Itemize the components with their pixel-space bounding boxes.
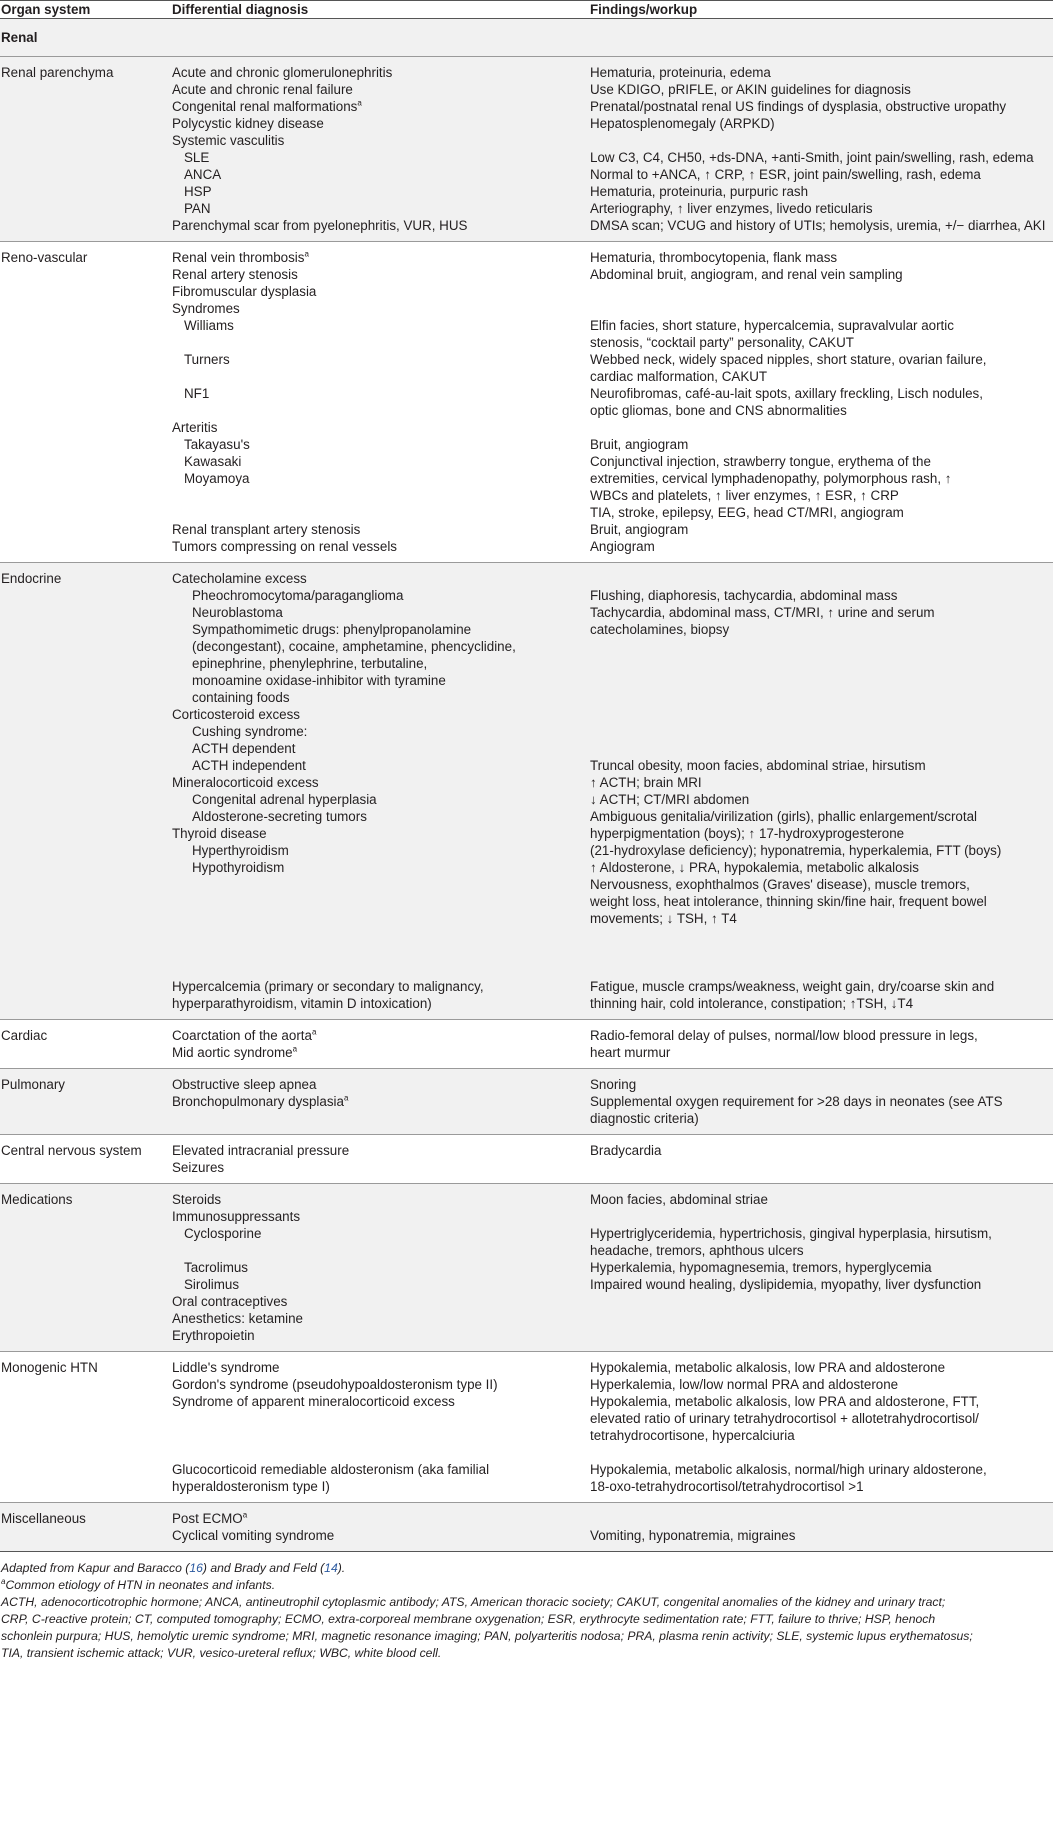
diagnosis-line (172, 927, 590, 944)
diagnosis-line: Bronchopulmonary dysplasia$^a$ (172, 1093, 349, 1109)
findings-workup-cell (590, 1503, 1053, 1552)
diagnosis-line (172, 504, 590, 521)
diagnosis-line: Neuroblastoma (192, 605, 283, 620)
findings-workup-cell (590, 57, 1053, 242)
finding-line: stenosis, “cocktail party” personality, CAKUT (590, 335, 854, 350)
differential-diagnosis-cell (172, 1184, 590, 1352)
diagnosis-line (172, 944, 590, 961)
diagnosis-line: Polycystic kidney disease (172, 116, 324, 131)
finding-line (590, 655, 1053, 672)
diagnosis-line: Sympathomimetic drugs: phenylpropanolamine (192, 622, 472, 637)
footnote-marker: a (343, 1093, 349, 1103)
diagnosis-line: containing foods (192, 690, 290, 705)
findings-workup-cell (590, 1135, 1053, 1184)
diagnosis-line: Tacrolimus (184, 1260, 248, 1275)
section-cardiac (0, 1020, 1053, 1069)
finding-line: Snoring (590, 1077, 637, 1092)
finding-line: Flushing, diaphoresis, tachycardia, abdominal mass (590, 588, 898, 603)
differential-diagnosis-cell (172, 242, 590, 563)
diagnosis-line: Moyamoya (184, 471, 250, 486)
section-monogenic-htn (0, 1352, 1053, 1503)
findings-workup-cell (590, 563, 1053, 1020)
finding-line (590, 706, 1053, 723)
diagnosis-line: Acute and chronic glomerulonephritis (172, 65, 393, 80)
finding-line: Hematuria, proteinuria, purpuric rash (590, 184, 809, 199)
finding-line: Neurofibromas, café-au-lait spots, axillary freckling, Lisch nodules, (590, 386, 983, 401)
findings-workup-cell (590, 1069, 1053, 1135)
finding-line (590, 1159, 1053, 1176)
diagnosis-line: Congenital renal malformations$^a$ (172, 98, 362, 114)
finding-line (590, 132, 1053, 149)
table-row (0, 242, 1053, 563)
section-cns (0, 1135, 1053, 1184)
diagnosis-line (172, 1444, 590, 1461)
differential-diagnosis-cell (172, 1135, 590, 1184)
diagnosis-line: Oral contraceptives (172, 1294, 288, 1309)
diagnosis-line: Anesthetics: ketamine (172, 1311, 303, 1326)
diagnosis-line: Pheochromocytoma/paraganglioma (192, 588, 404, 603)
diagnosis-line: Fibromuscular dysplasia (172, 284, 317, 299)
diagnosis-line: Kawasaki (184, 454, 242, 469)
renal-label: Renal (0, 19, 1053, 57)
finding-line: ↓ ACTH; CT/MRI abdomen (590, 792, 750, 807)
finding-line: Bruit, angiogram (590, 522, 689, 537)
finding-line: Fatigue, muscle cramps/weakness, weight gain, dry/coarse skin and (590, 979, 995, 994)
diagnosis-line: Acute and chronic renal failure (172, 82, 353, 97)
diagnosis-line: Erythropoietin (172, 1328, 255, 1343)
findings-workup-cell (590, 1184, 1053, 1352)
table-row (0, 1020, 1053, 1069)
diagnosis-line: Liddle's syndrome (172, 1360, 280, 1375)
section-medications (0, 1184, 1053, 1352)
organ-system-cell (0, 242, 172, 563)
finding-line: Conjunctival injection, strawberry tongue, erythema of the (590, 454, 931, 469)
diagnosis-line (172, 334, 590, 351)
section-miscellaneous (0, 1503, 1053, 1552)
diagnosis-line: Thyroid disease (172, 826, 267, 841)
organ-system-cell (0, 1135, 172, 1184)
finding-line: DMSA scan; VCUG and history of UTIs; hemolysis, uremia, +/− diarrhea, AKI (590, 218, 1046, 233)
diagnosis-line: Arteritis (172, 420, 218, 435)
footnote-marker: a (304, 249, 309, 259)
organ-system-label: Cardiac (1, 1028, 48, 1043)
finding-line: WBCs and platelets, ↑ liver enzymes, ↑ ESR, ↑ CRP (590, 488, 899, 503)
finding-line: Radio-femoral delay of pulses, normal/low blood pressure in legs, (590, 1028, 978, 1043)
footnote-adapted: Adapted from Kapur and Baracco (16) and Brady and Feld (14). (1, 1561, 346, 1575)
finding-line: thinning hair, cold intolerance, constipation; ↑TSH, ↓T4 (590, 996, 914, 1011)
diagnosis-line: Syndrome of apparent mineralocorticoid excess (172, 1394, 455, 1409)
footnote-a: $^a$Common etiology of HTN in neonates and infants. (1, 1576, 276, 1592)
organ-system-label: Pulmonary (1, 1077, 66, 1092)
diagnosis-line: Parenchymal scar from pyelonephritis, VUR, HUS (172, 218, 468, 233)
diagnosis-line (172, 961, 590, 978)
diagnosis-line: Seizures (172, 1160, 225, 1175)
diagnosis-line: ACTH dependent (192, 741, 296, 756)
diagnosis-line: ACTH independent (192, 758, 306, 773)
footnote-marker: a (242, 1510, 248, 1520)
diagnosis-line: Aldosterone-secreting tumors (192, 809, 367, 824)
finding-line (590, 419, 1053, 436)
finding-line: Impaired wound healing, dyslipidemia, myopathy, liver dysfunction (590, 1277, 982, 1292)
finding-line (590, 723, 1053, 740)
finding-line: TIA, stroke, epilepsy, EEG, head CT/MRI, angiogram (590, 505, 904, 520)
table-row (0, 563, 1053, 1020)
diagnosis-line: Systemic vasculitis (172, 133, 285, 148)
organ-system-cell (0, 1503, 172, 1552)
diagnosis-line: Hyperthyroidism (192, 843, 289, 858)
organ-system-label: Medications (1, 1192, 73, 1207)
diagnosis-line (172, 876, 590, 893)
finding-line: heart murmur (590, 1045, 671, 1060)
finding-line: Vomiting, hyponatremia, migraines (590, 1528, 796, 1543)
header-organ-system: Organ system (0, 1, 172, 19)
diagnosis-line: Cyclical vomiting syndrome (172, 1528, 335, 1543)
table-row (0, 1069, 1053, 1135)
finding-line (590, 1444, 1053, 1461)
differential-diagnosis-cell (172, 1503, 590, 1552)
finding-line (590, 672, 1053, 689)
diagnosis-line: Sirolimus (184, 1277, 240, 1292)
diagnosis-line: ANCA (184, 167, 222, 182)
table-header (0, 1, 1053, 19)
finding-line: Hypokalemia, metabolic alkalosis, low PRA and aldosterone, FTT, (590, 1394, 980, 1409)
organ-system-label: Miscellaneous (1, 1511, 86, 1526)
diagnosis-line: Gordon's syndrome (pseudohypoaldosteronism type II) (172, 1377, 498, 1392)
finding-line: elevated ratio of urinary tetrahydrocortisol + allotetrahydrocortisol/ (590, 1411, 979, 1426)
diagnosis-line: Turners (184, 352, 230, 367)
diagnosis-line: Immunosuppressants (172, 1209, 301, 1224)
finding-line: Hypokalemia, metabolic alkalosis, low PRA and aldosterone (590, 1360, 946, 1375)
finding-line: movements; ↓ TSH, ↑ T4 (590, 911, 737, 926)
finding-line: optic gliomas, bone and CNS abnormalities (590, 403, 847, 418)
finding-line: Angiogram (590, 539, 655, 554)
table-row (0, 1184, 1053, 1352)
diagnosis-line: hyperaldosteronism type I) (172, 1479, 330, 1494)
finding-line (590, 927, 1053, 944)
table-footnotes (0, 1552, 1053, 1662)
diagnosis-line: Hypothyroidism (192, 860, 285, 875)
table-row (0, 1352, 1053, 1503)
finding-line: Supplemental oxygen requirement for >28 days in neonates (see ATS (590, 1094, 1003, 1109)
differential-diagnosis-cell (172, 57, 590, 242)
diagnosis-line (172, 910, 590, 927)
findings-workup-cell (590, 1020, 1053, 1069)
finding-line: Hypertriglyceridemia, hypertrichosis, gingival hyperplasia, hirsutism, (590, 1226, 992, 1241)
finding-line: Hematuria, thrombocytopenia, flank mass (590, 250, 838, 265)
diagnosis-line: Cushing syndrome: (192, 724, 308, 739)
organ-system-label: Monogenic HTN (1, 1360, 98, 1375)
diagnosis-line: Catecholamine excess (172, 571, 307, 586)
section-renal-parenchyma (0, 57, 1053, 242)
table-row (0, 1135, 1053, 1184)
diagnosis-line: Obstructive sleep apnea (172, 1077, 317, 1092)
differential-diagnosis-cell (172, 1352, 590, 1503)
diagnosis-line (172, 1242, 590, 1259)
diagnosis-line: Cyclosporine (184, 1226, 262, 1241)
organ-system-label: Endocrine (1, 571, 62, 586)
diagnosis-line (172, 893, 590, 910)
diagnosis-line: Renal artery stenosis (172, 267, 298, 282)
section-endocrine (0, 563, 1053, 1020)
finding-line: headache, tremors, aphthous ulcers (590, 1243, 804, 1258)
table-row (0, 57, 1053, 242)
diagnosis-line: Tumors compressing on renal vessels (172, 539, 397, 554)
footnote-abbreviations-3: schonlein purpura; HUS, hemolytic uremic syndrome; MRI, magnetic resonance imaging; PAN, polyarteritis nodosa; PRA, plasma renin activity; SLE, systemic lupus erythematosus; (1, 1629, 973, 1643)
diagnosis-line: Mineralocorticoid excess (172, 775, 319, 790)
diagnosis-line: Hypercalcemia (primary or secondary to malignancy, (172, 979, 484, 994)
finding-line: Moon facies, abdominal striae (590, 1192, 768, 1207)
organ-system-cell (0, 1184, 172, 1352)
organ-system-cell (0, 1069, 172, 1135)
finding-line: Normal to +ANCA, ↑ CRP, ↑ ESR, joint pain/swelling, rash, edema (590, 167, 981, 182)
diagnosis-line (172, 1410, 590, 1427)
footnote-marker: a (292, 1044, 298, 1054)
section-reno-vascular (0, 242, 1053, 563)
finding-line: Abdominal bruit, angiogram, and renal vein sampling (590, 267, 903, 282)
diagnosis-line: Corticosteroid excess (172, 707, 301, 722)
finding-line (590, 283, 1053, 300)
footnote-marker: a (311, 1027, 317, 1037)
organ-system-label: Central nervous system (1, 1143, 142, 1158)
diagnosis-line (172, 368, 590, 385)
footnote-abbreviations-2: CRP, C-reactive protein; CT, computed tomography; ECMO, extra-corporeal membrane oxygenation; ESR, erythrocyte sedimentation rate; FTT, failure to thrive; HSP, henoch (1, 1612, 936, 1626)
finding-line: Hepatosplenomegaly (ARPKD) (590, 116, 775, 131)
differential-diagnosis-cell (172, 1069, 590, 1135)
finding-line: ↑ Aldosterone, ↓ PRA, hypokalemia, metabolic alkalosis (590, 860, 919, 875)
diagnosis-line (172, 487, 590, 504)
finding-line: Arteriography, ↑ liver enzymes, livedo reticularis (590, 201, 873, 216)
finding-line: weight loss, heat intolerance, thinning skin/fine hair, frequent bowel (590, 894, 987, 909)
diagnosis-line: monoamine oxidase-inhibitor with tyramine (192, 673, 446, 688)
diagnosis-line (172, 1427, 590, 1444)
finding-line: Elfin facies, short stature, hypercalcemia, supravalvular aortic (590, 318, 954, 333)
diagnosis-line: Mid aortic syndrome$^a$ (172, 1044, 298, 1060)
diagnosis-line: Syndromes (172, 301, 240, 316)
diagnosis-line (172, 402, 590, 419)
finding-line: Ambiguous genitalia/virilization (girls), phallic enlargement/scrotal (590, 809, 978, 824)
diagnosis-line: (decongestant), cocaine, amphetamine, phencyclidine, (192, 639, 516, 654)
finding-line: hyperpigmentation (boys); ↑ 17-hydroxyprogesterone (590, 826, 905, 841)
table-row (0, 1503, 1053, 1552)
finding-line: Hypokalemia, metabolic alkalosis, normal/high urinary aldosterone, (590, 1462, 987, 1477)
diagnosis-line: Takayasu's (184, 437, 250, 452)
finding-line (590, 961, 1053, 978)
organ-system-label: Reno-vascular (1, 250, 88, 265)
diagnosis-line: NF1 (184, 386, 210, 401)
organ-system-cell (0, 57, 172, 242)
diagnosis-line: Glucocorticoid remediable aldosteronism (aka familial (172, 1462, 490, 1477)
finding-line (590, 1327, 1053, 1344)
finding-line: catecholamines, biopsy (590, 622, 730, 637)
finding-line: Hyperkalemia, low/low normal PRA and aldosterone (590, 1377, 899, 1392)
diagnosis-line: hyperparathyroidism, vitamin D intoxication) (172, 996, 432, 1011)
finding-line: Webbed neck, widely spaced nipples, short stature, ovarian failure, (590, 352, 987, 367)
diagnosis-line (172, 1110, 590, 1127)
finding-line: diagnostic criteria) (590, 1111, 699, 1126)
finding-line: tetrahydrocortisone, hypercalciuria (590, 1428, 795, 1443)
finding-line (590, 944, 1053, 961)
organ-system-label: Renal parenchyma (1, 65, 114, 80)
finding-line: 18-oxo-tetrahydrocortisol/tetrahydrocortisol >1 (590, 1479, 864, 1494)
findings-workup-cell (590, 1352, 1053, 1503)
diagnosis-line: Elevated intracranial pressure (172, 1143, 350, 1158)
finding-line (590, 689, 1053, 706)
diagnosis-line: Post ECMO$^a$ (172, 1510, 248, 1526)
differential-diagnosis-cell (172, 1020, 590, 1069)
findings-workup-cell (590, 242, 1053, 563)
finding-line: ↑ ACTH; brain MRI (590, 775, 702, 790)
finding-line (590, 740, 1053, 757)
diagnosis-line: epinephrine, phenylephrine, terbutaline, (192, 656, 428, 671)
finding-line: cardiac malformation, CAKUT (590, 369, 768, 384)
finding-line (590, 1310, 1053, 1327)
finding-line (590, 300, 1053, 317)
diagnosis-line: Williams (184, 318, 234, 333)
differential-diagnosis-cell (172, 563, 590, 1020)
finding-line (590, 1208, 1053, 1225)
finding-line: Bradycardia (590, 1143, 662, 1158)
finding-line: (21-hydroxylase deficiency); hyponatremia, hyperkalemia, FTT (boys) (590, 843, 1002, 858)
finding-line: Truncal obesity, moon facies, abdominal striae, hirsutism (590, 758, 926, 773)
finding-line: Prenatal/postnatal renal US findings of dysplasia, obstructive uropathy (590, 99, 1007, 114)
finding-line: Nervousness, exophthalmos (Graves' disease), muscle tremors, (590, 877, 970, 892)
organ-system-cell (0, 1352, 172, 1503)
header-findings-workup: Findings/workup (590, 1, 1053, 19)
footnote-abbreviations-4: TIA, transient ischemic attack; VUR, vesico-ureteral reflux; WBC, white blood cell. (1, 1646, 442, 1660)
finding-line: extremities, cervical lymphadenopathy, polymorphous rash, ↑ (590, 471, 952, 486)
diagnosis-line: Renal vein thrombosis$^a$ (172, 249, 309, 265)
diagnosis-line: Coarctation of the aorta$^a$ (172, 1027, 317, 1043)
footnote-abbreviations-1: ACTH, adenocorticotrophic hormone; ANCA, antineutrophil cytoplasmic antibody; ATS, American thoracic society; CAKUT, congenital anomalies of the kidney and urinary tract; (1, 1595, 946, 1609)
finding-line (590, 638, 1053, 655)
organ-system-cell (0, 563, 172, 1020)
finding-line (590, 1510, 1053, 1527)
finding-line (590, 570, 1053, 587)
renal-group-header (0, 19, 1053, 57)
diagnosis-line: PAN (184, 201, 211, 216)
header-differential-diagnosis: Differential diagnosis (172, 1, 590, 19)
finding-line (590, 1293, 1053, 1310)
finding-line: Tachycardia, abdominal mass, CT/MRI, ↑ urine and serum (590, 605, 935, 620)
reference-link-16[interactable]: 16 (189, 1561, 203, 1575)
finding-line: Hyperkalemia, hypomagnesemia, tremors, hyperglycemia (590, 1260, 932, 1275)
finding-line: Bruit, angiogram (590, 437, 689, 452)
footnote-marker: a (357, 98, 362, 108)
diagnosis-line: Congenital adrenal hyperplasia (192, 792, 377, 807)
diagnosis-line: Renal transplant artery stenosis (172, 522, 361, 537)
section-pulmonary (0, 1069, 1053, 1135)
reference-link-14[interactable]: 14 (324, 1561, 338, 1575)
diagnosis-line: SLE (184, 150, 210, 165)
finding-line: Low C3, C4, CH50, +ds-DNA, +anti-Smith, joint pain/swelling, rash, edema (590, 150, 1034, 165)
finding-line: Hematuria, proteinuria, edema (590, 65, 771, 80)
organ-system-cell (0, 1020, 172, 1069)
diagnosis-line: HSP (184, 184, 212, 199)
finding-line: Use KDIGO, pRIFLE, or AKIN guidelines for diagnosis (590, 82, 911, 97)
diagnosis-line: Steroids (172, 1192, 222, 1207)
